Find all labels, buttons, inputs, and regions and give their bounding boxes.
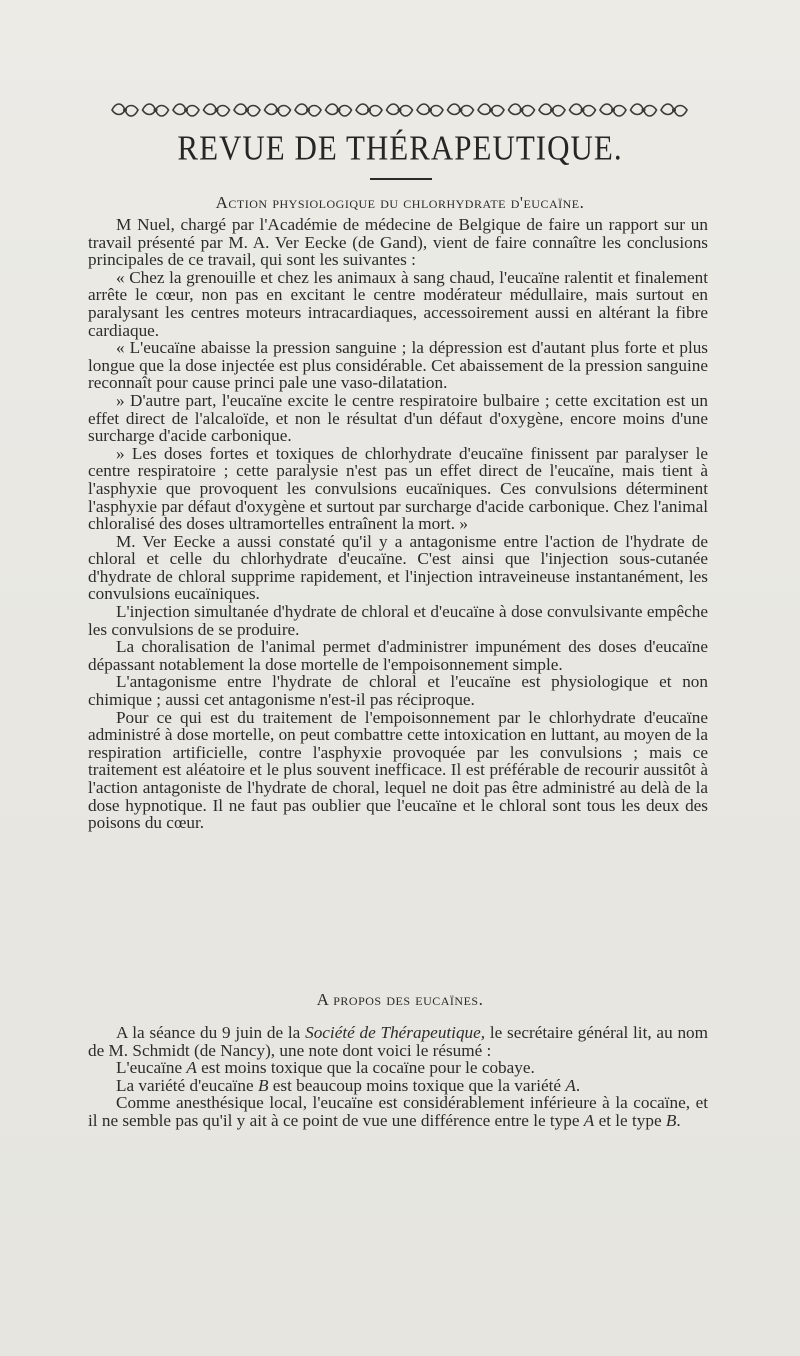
section-body-eucaine-action bbox=[88, 216, 708, 832]
paragraph: La choralisation de l'animal permet d'administrer impunément des doses d'eucaïne dépassant notablement la dose mortelle de l'empoisonnement simple. bbox=[88, 637, 708, 674]
paragraph-text: le secrétaire général lit, au nom de M. Schmidt (de Nancy), une note dont voici le résumé : bbox=[88, 1023, 709, 1060]
paragraph: M Nuel, chargé par l'Académie de médecine de Belgique de faire un rapport sur un travail présenté par M. A. Ver Eecke (de Gand), vient de faire connaître les conclusions principales de ce travail, qui sont les suivantes : bbox=[88, 215, 708, 270]
paragraph: L'antagonisme entre l'hydrate de chloral et l'eucaïne est physiologique et non chimique ; aussi cet antagonisme n'est-il pas réciproque. bbox=[88, 672, 708, 710]
ornament-motif-icon bbox=[204, 104, 230, 116]
paragraph: » D'autre part, l'eucaïne excite le centre respiratoire bulbaire ; cette excitation est un effet direct de l'alcaloïde, et non le résultat d'un défaut d'oxygène, encore moins d'une surcharge d'acide carbonique. bbox=[88, 390, 708, 446]
paragraph: « L'eucaïne abaisse la pression sanguine ; la dépression est d'autant plus forte et plus longue que la dose injectée est plus considérable. Cet abaissement de la pression sanguine reconnaît pour cause princi pale une vaso-dilatation. bbox=[88, 338, 708, 393]
ornament-motif-icon bbox=[417, 104, 443, 116]
paragraph-text: L'eucaïne bbox=[116, 1058, 187, 1078]
ornament-motif-icon bbox=[478, 104, 504, 116]
ornament-motif-icon bbox=[539, 104, 565, 116]
paragraph-text: est moins toxique que la cocaïne pour le cobaye. bbox=[196, 1058, 535, 1078]
ornament-motif-icon bbox=[234, 104, 260, 116]
section-body-eucaines bbox=[88, 1024, 708, 1130]
ornament-motif-icon bbox=[326, 104, 352, 116]
paragraph-text: . bbox=[575, 1075, 581, 1095]
paragraph: » Les doses fortes et toxiques de chlorhydrate d'eucaïne finissent par paralyser le centre respiratoire ; cette paralysie n'est pas un effet direct de l'eucaïne, mais tient à l'asphyxie que provoquent les convulsions eucaïniques. Ces convulsions déterminent l'asphyxie par défaut d'oxygène et surtout par surcharge d'acide carbonique. Chez l'animal chloralisé des doses ultramortelles entraînent la mort. » bbox=[88, 443, 708, 534]
ornament-motif-icon bbox=[356, 104, 382, 116]
paragraph-text: et le type bbox=[594, 1110, 666, 1130]
paragraph-text: A la séance du 9 juin de la bbox=[116, 1023, 306, 1042]
paragraph bbox=[88, 1094, 708, 1129]
society-name: Société de Thérapeutique, bbox=[305, 1023, 486, 1042]
title-divider bbox=[370, 178, 432, 180]
section-heading-eucaines: A propos des eucaïnes. bbox=[316, 990, 484, 1009]
paragraph: « Chez la grenouille et chez les animaux à sang chaud, l'eucaïne ralentit et finalement arrête le cœur, non pas en excitant le centre modérateur médullaire, mais surtout en paralysant les centres moteurs intracardiaques, accessoirement aussi en altérant la fibre cardiaque. bbox=[88, 267, 708, 340]
ornament-motif-icon bbox=[600, 104, 626, 116]
type-label: A bbox=[583, 1110, 595, 1130]
ornament-motif-icon bbox=[173, 104, 199, 116]
paragraph-text: . bbox=[676, 1110, 681, 1130]
paragraph-text: est beaucoup moins toxique que la variété bbox=[268, 1075, 566, 1095]
section-heading-eucaine-action: Action physiologique du chlorhydrate d'eucaïne. bbox=[215, 193, 585, 212]
ornamental-border-icon bbox=[110, 100, 690, 120]
type-label: B bbox=[665, 1110, 677, 1130]
type-label: A bbox=[186, 1058, 197, 1078]
paragraph-text: Comme anesthésique local, l'eucaïne est considérablement inférieure à la cocaïne, et il ne semble pas qu'il y ait à ce point de vue une différence entre le type bbox=[88, 1093, 708, 1130]
ornament-motif-icon bbox=[387, 104, 413, 116]
page-title: REVUE DE THÉRAPEUTIQUE. bbox=[177, 128, 623, 168]
type-label: A bbox=[565, 1075, 576, 1095]
paragraph: Pour ce qui est du traitement de l'empoisonnement par le chlorhydrate d'eucaïne administré à dose mortelle, on peut combattre cette intoxication en luttant, au moyen de la respiration artificielle, contre l'asphyxie provoquée par les convulsions ; mais ce traitement est aléatoire et le plus souvent inefficace. Il est préférable de recourir aussitôt à l'action antagoniste de l'hydrate de choral, lequel ne doit pas être administré au delà de la dose hypnotique. Il ne faut pas oublier que l'eucaïne et le chloral sont tous les deux des poisons du cœur. bbox=[88, 707, 708, 833]
ornament-motif-icon bbox=[509, 104, 535, 116]
type-label: B bbox=[257, 1075, 269, 1095]
ornament-motif-icon bbox=[112, 104, 138, 116]
ornament-motif-icon bbox=[143, 104, 169, 116]
ornament-motif-icon bbox=[448, 104, 474, 116]
paragraph bbox=[88, 1077, 708, 1095]
ornament-motif-icon bbox=[295, 104, 321, 116]
ornament-motif-icon bbox=[570, 104, 596, 116]
ornament-motif-icon bbox=[661, 104, 687, 116]
ornament-motif-icon bbox=[631, 104, 657, 116]
ornament-motif-icon bbox=[265, 104, 291, 116]
paragraph: M. Ver Eecke a aussi constaté qu'il y a antagonisme entre l'action de l'hydrate de chloral et celle du chlorhydrate d'eucaïne. C'est ainsi que l'injection sous-cutanée d'hydrate de chloral supprime rapidement, et l'injection intraveineuse instantanément, les convulsions eucaïniques. bbox=[88, 531, 708, 604]
paragraph: L'injection simultanée d'hydrate de chloral et d'eucaïne à dose convulsivante empêche les convulsions de se produire. bbox=[88, 602, 708, 639]
paragraph bbox=[88, 1024, 708, 1059]
paragraph bbox=[88, 1059, 708, 1077]
paragraph-text: La variété d'eucaïne bbox=[116, 1075, 258, 1095]
